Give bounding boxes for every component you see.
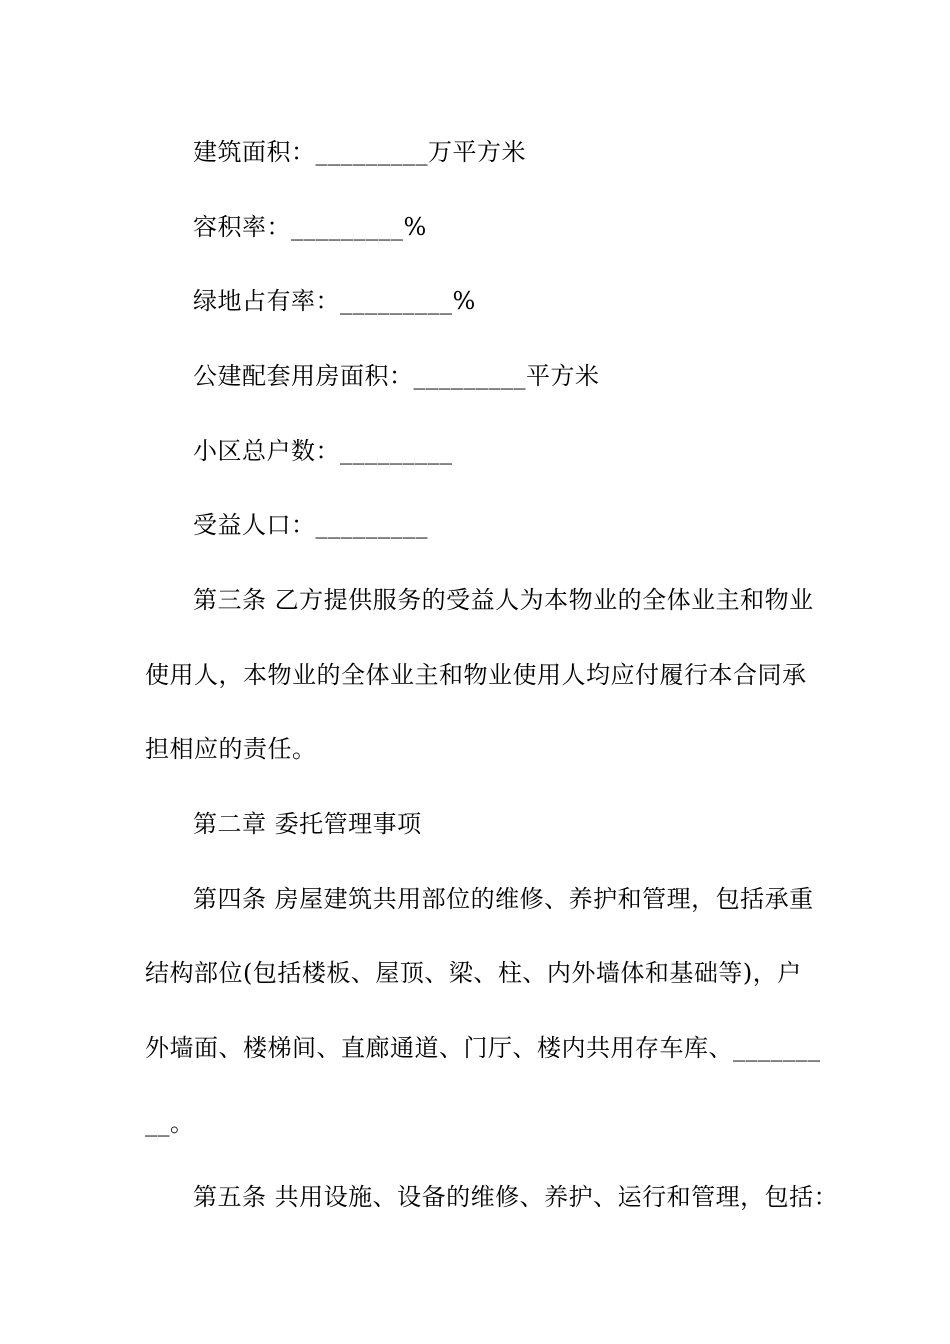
total-households-line: 小区总户数：_________ xyxy=(193,437,453,465)
article-4-line-4: __。 xyxy=(145,1109,195,1137)
chapter-2-heading: 第二章 委托管理事项 xyxy=(193,810,422,838)
article-3-line-3: 担相应的责任。 xyxy=(145,735,317,763)
article-5-line-1: 第五条 共用设施、设备的维修、养护、运行和管理，包括： xyxy=(193,1183,839,1211)
beneficiary-population-line: 受益人口：_________ xyxy=(193,511,428,539)
article-3-line-1: 第三条 乙方提供服务的受益人为本物业的全体业主和物业 xyxy=(193,586,814,614)
public-facility-area-line: 公建配套用房面积：_________平方米 xyxy=(193,362,600,390)
article-4-line-3: 外墙面、楼梯间、直廊通道、门厅、楼内共用存车库、_______ xyxy=(145,1034,821,1062)
article-4-line-1: 第四条 房屋建筑共用部位的维修、养护和管理，包括承重 xyxy=(193,885,814,913)
green-ratio-line: 绿地占有率：_________% xyxy=(193,287,476,315)
article-3-line-2: 使用人，本物业的全体业主和物业使用人均应付履行本合同承 xyxy=(145,661,807,689)
building-area-line: 建筑面积：_________万平方米 xyxy=(193,138,526,166)
article-4-line-2: 结构部位(包括楼板、屋顶、梁、柱、内外墙体和基础等)，户 xyxy=(145,959,802,987)
plot-ratio-line: 容积率：_________% xyxy=(193,213,427,241)
